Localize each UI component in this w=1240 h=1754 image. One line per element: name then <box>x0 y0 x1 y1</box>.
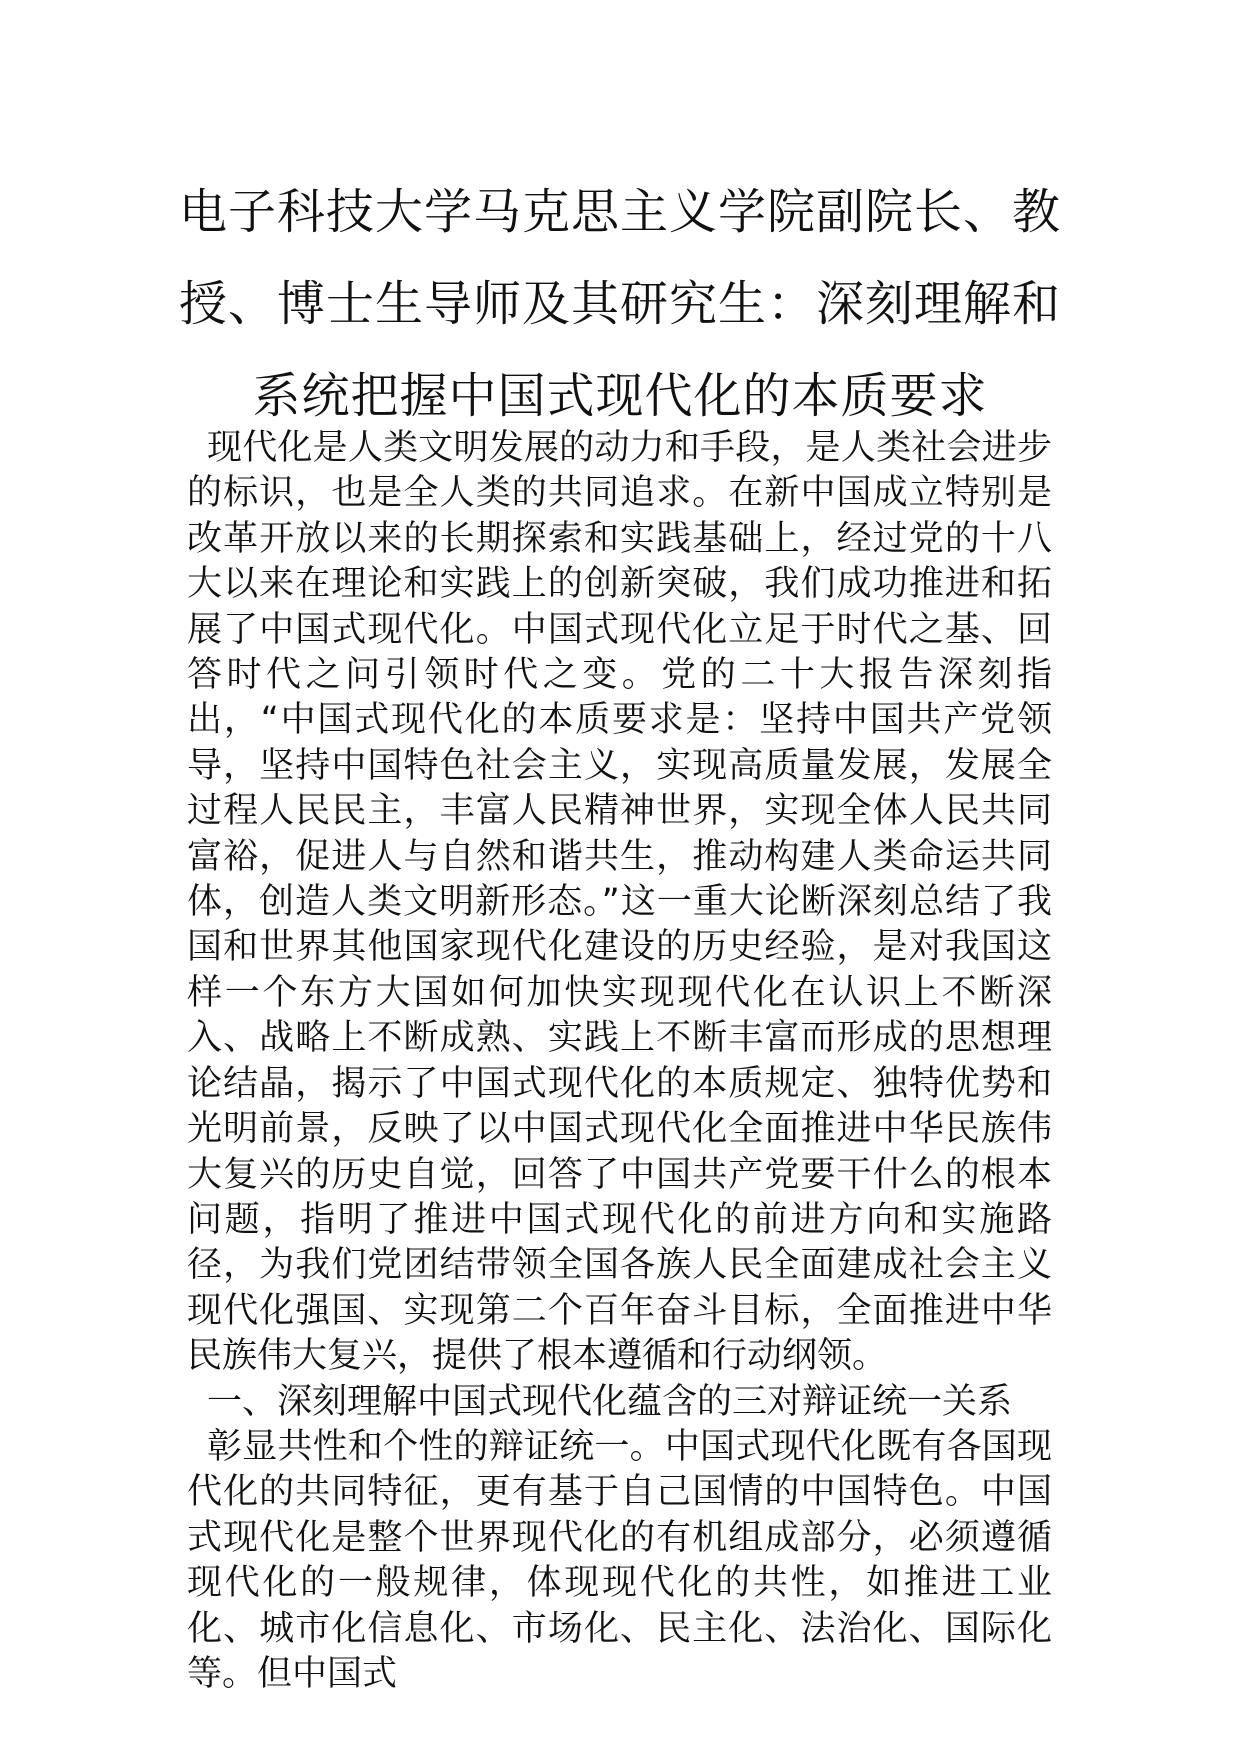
paragraph-commonality-individuality: 彰显共性和个性的辩证统一。中国式现代化既有各国现代化的共同特征，更有基于自己国情的中国特色。中国式现代化是整个世界现代化的有机组成部分，必须遵循现代化的一般规律，体现现代化的共性，如推进工业化、城市化信息化、市场化、民主化、法治化、国际化等。但中国式 <box>187 1426 1052 1694</box>
title-line-1: 电子科技大学马克思主义学院副院长、教 <box>178 184 1061 240</box>
section-heading-1: 一、深刻理解中国式现代化蕴含的三对辩证统一关系 <box>207 1381 1013 1422</box>
title-line-2: 授、博士生导师及其研究生：深刻理解和 <box>178 276 1061 332</box>
paragraph-introduction: 现代化是人类文明发展的动力和手段，是人类社会进步的标识，也是全人类的共同追求。在新中国成立特别是改革开放以来的长期探索和实践基础上，经过党的十八大以来在理论和实践上的创新突破，我们成功推进和拓展了中国式现代化。中国式现代化立足于时代之基、回答时代之问引领时代之变。党的二十大报告深刻指出，“中国式现代化的本质要求是：坚持中国共产党领导，坚持中国特色社会主义，实现高质量发展，发展全过程人民民主，丰富人民精神世界，实现全体人民共同富裕，促进人与自然和谐共生，推动构建人类命运共同体，创造人类文明新形态。”这一重大论断深刻总结了我国和世界其他国家现代化建设的历史经验，是对我国这样一个东方大国如何加快实现现代化在认识上不断深入、战略上不断成熟、实践上不断丰富而形成的思想理论结晶，揭示了中国式现代化的本质规定、独特优势和光明前景，反映了以中国式现代化全面推进中华民族伟大复兴的历史自觉，回答了中国共产党要干什么的根本问题，指明了推进中国式现代化的前进方向和实施路径，为我们党团结带领全国各族人民全面建成社会主义现代化强国、实现第二个百年奋斗目标，全面推进中华民族伟大复兴，提供了根本遵循和行动纲领。 <box>187 428 1052 1377</box>
document-body <box>187 426 1052 1697</box>
title-line-3: 系统把握中国式现代化的本质要求 <box>252 368 988 424</box>
document-title <box>150 166 1090 442</box>
